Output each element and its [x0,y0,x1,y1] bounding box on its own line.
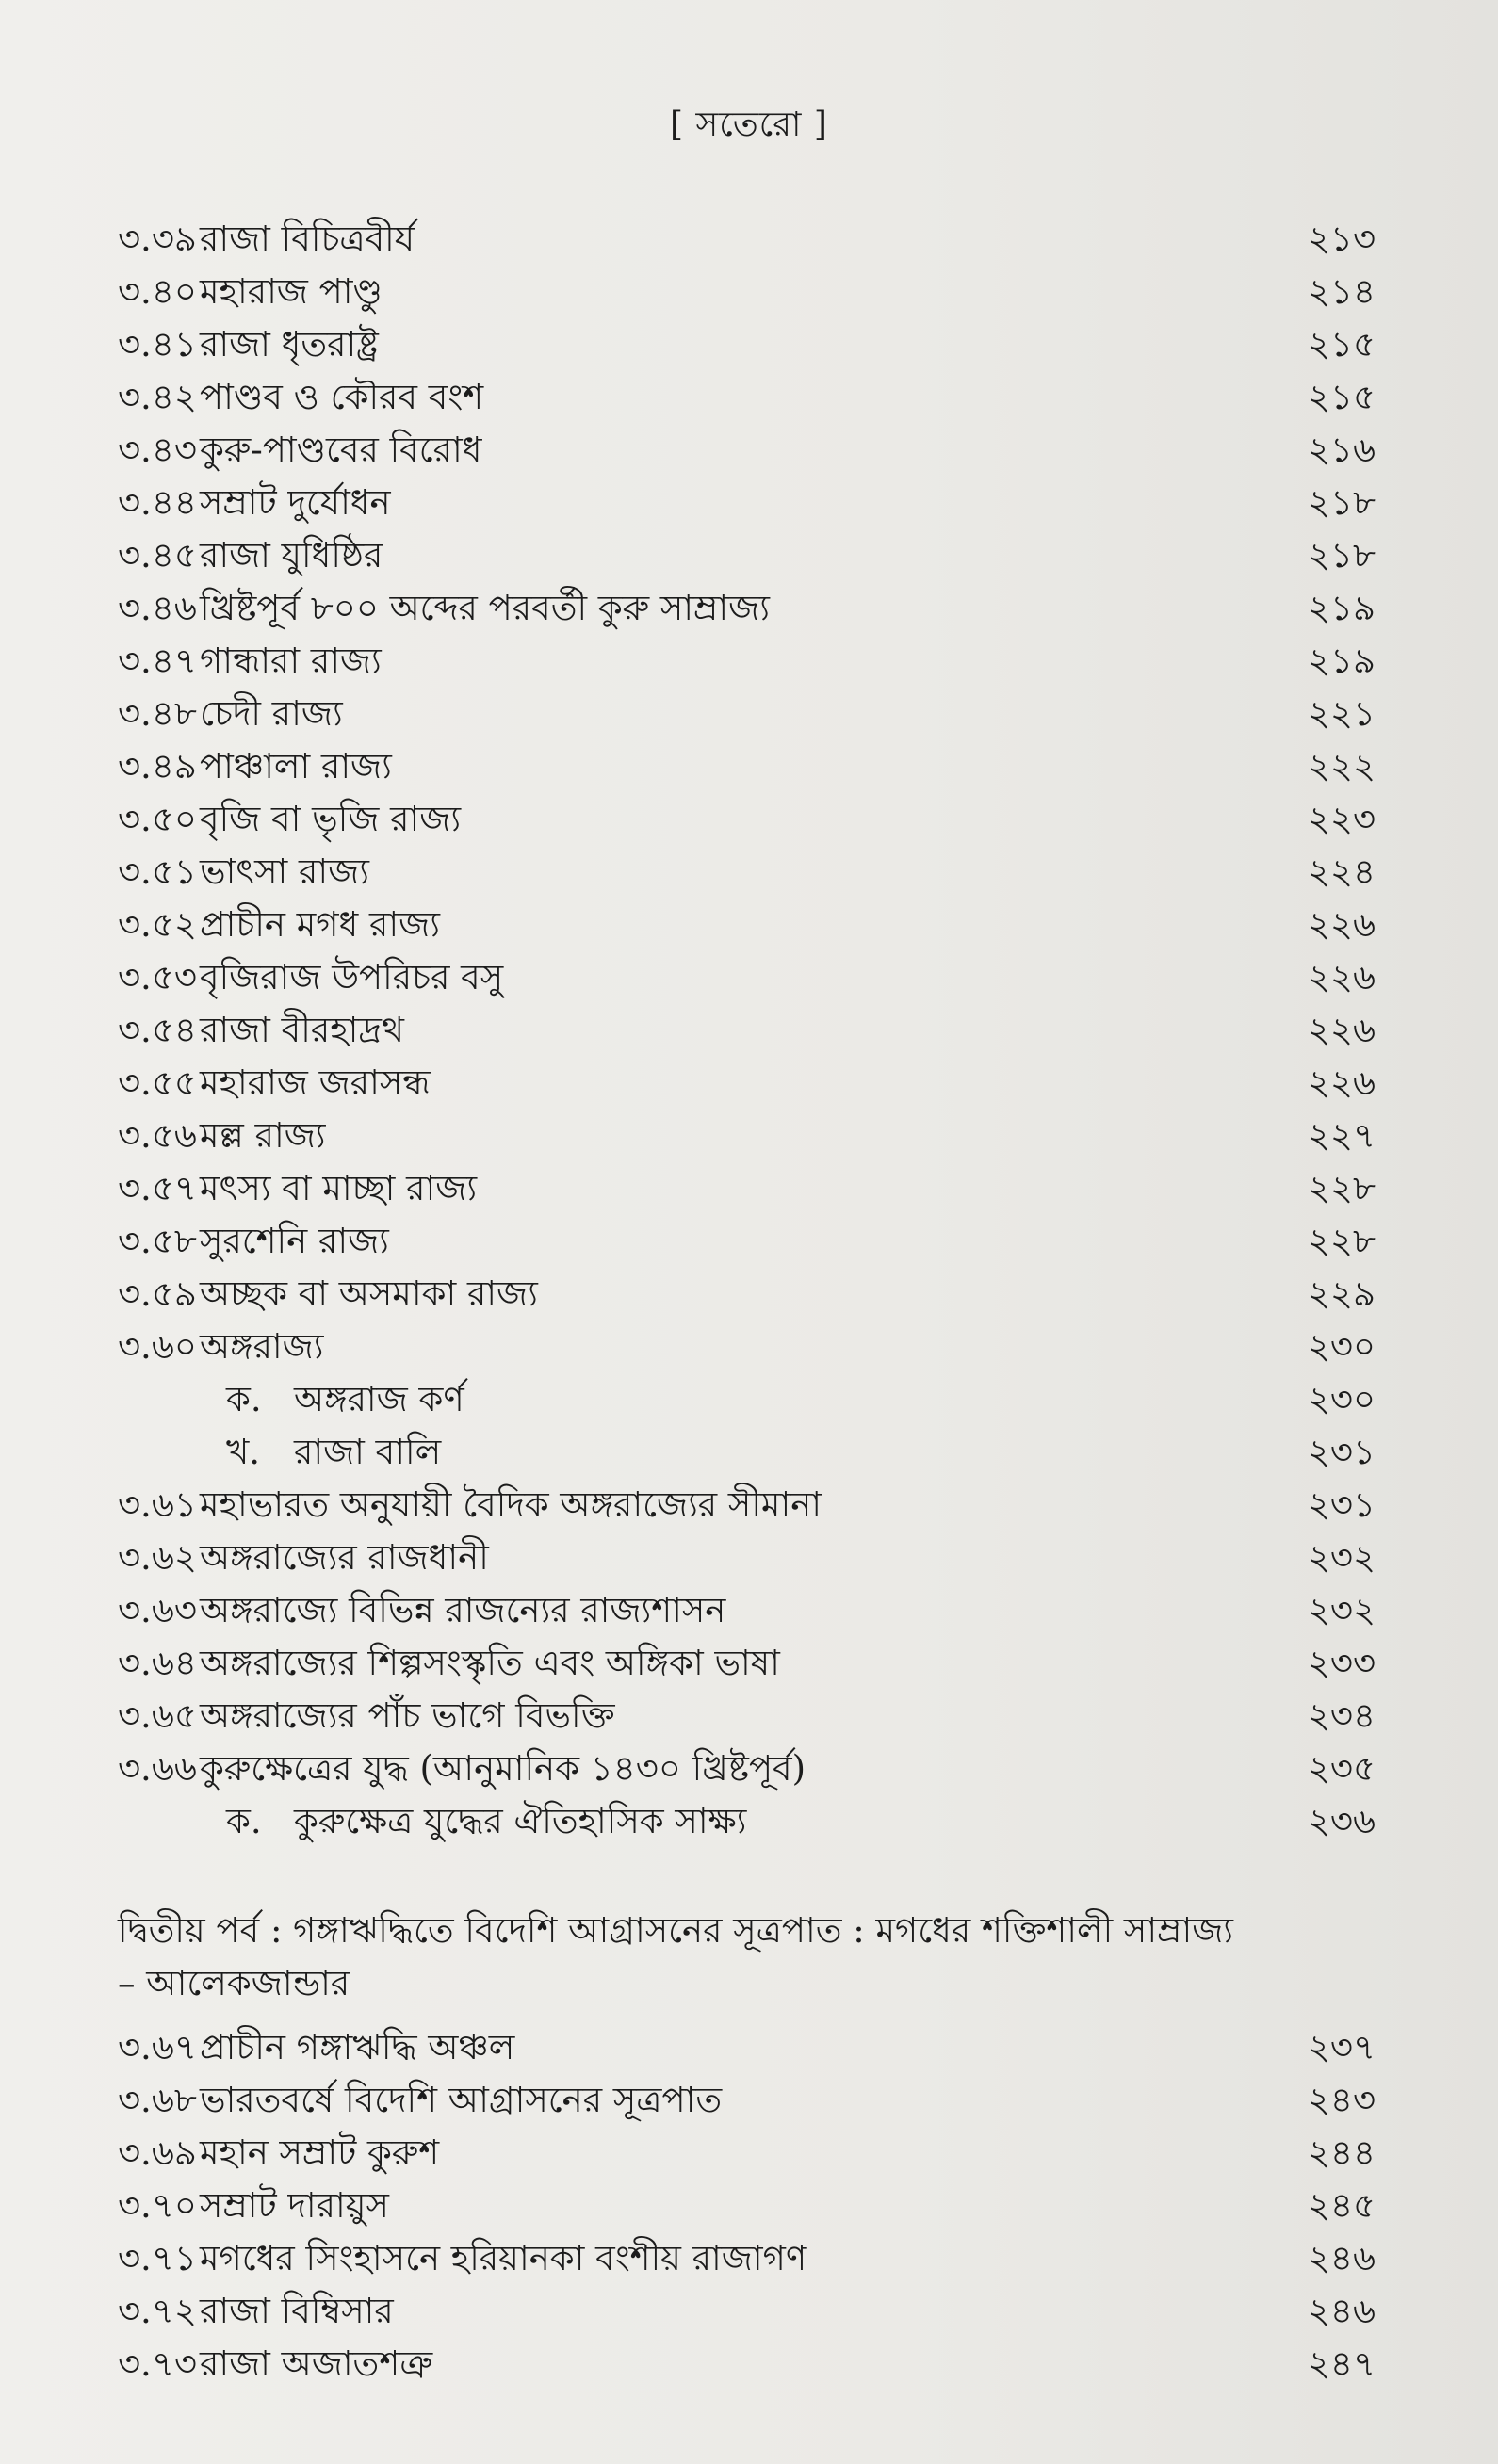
entry-number: ৩.৫৩ [118,957,197,997]
toc-entry [0,424,1498,477]
toc-entry [0,266,1498,318]
entry-title: সুরশেনি রাজ্য [200,1221,389,1261]
entry-page: ২১৬ [1307,430,1376,470]
toc-entry [0,951,1498,1004]
entry-page: ২২৯ [1307,1273,1376,1314]
entry-page: ২২৬ [1307,1062,1376,1103]
entry-page: ২৩২ [1307,1537,1376,1578]
entry-title: মহারাজ জরাসন্ধ [200,1062,431,1103]
entry-title: মগধের সিংহাসনে হরিয়ানকা বংশীয় রাজাগণ [200,2238,807,2278]
entry-page: ২৩৬ [1307,1801,1376,1841]
entry-page: ২৩৩ [1307,1643,1376,1683]
entry-page: ২৪৬ [1307,2238,1376,2278]
entry-title: রাজা বিচিত্রবীর্য [200,219,415,259]
entry-title: খ্রিষ্টপূর্ব ৮০০ অব্দের পরবর্তী কুরু সাম্রাজ্য [200,588,770,628]
toc-entry [0,740,1498,793]
entry-page: ২১৮ [1307,482,1376,523]
toc-entry [0,2127,1498,2180]
entry-title: রাজা বিম্বিসার [200,2291,394,2331]
entry-number: ৩.৪৭ [118,640,197,681]
toc-entry [0,371,1498,424]
entry-number: ৩.৭২ [118,2291,197,2331]
entry-number: ৩.৬৭ [118,2027,197,2067]
toc-entry [0,1110,1498,1162]
toc-entry [0,1479,1498,1532]
entry-number: ৩.৪৪ [118,482,197,523]
entry-title: কুরুক্ষেত্রের যুদ্ধ (আনুমানিক ১৪৩০ খ্রিষ্টপূর্ব) [200,1748,806,1789]
entry-title: ভাৎসা রাজ্য [200,851,369,892]
entry-title: চেদী রাজ্য [200,693,343,734]
entry-number: ৩.৫১ [118,851,197,892]
entry-title: অঙ্গরাজ্যের রাজধানী [200,1537,489,1578]
entry-page: ২৩০ [1307,1379,1376,1419]
entry-title: রাজা অজাতশত্রু [200,2343,433,2384]
toc-entry [0,1321,1498,1373]
entry-number: ৩.৪০ [118,271,197,312]
entry-page: ২২৪ [1307,851,1376,892]
entry-number: ৩.৪৬ [118,588,197,628]
entry-number: ৩.৬৪ [118,1643,197,1683]
entry-page: ২৩১ [1307,1484,1376,1525]
entry-title: সম্রাট দুর্যোধন [200,482,391,523]
sub-entry-title: অঙ্গরাজ কর্ণ [294,1379,464,1419]
toc-entry [0,213,1498,266]
entry-title: পাণ্ডব ও কৌরব বংশ [200,377,484,417]
entry-page: ২১৪ [1307,271,1376,312]
entry-title: অঙ্গরাজ্যে বিভিন্ন রাজন্যের রাজ্যশাসন [200,1590,726,1630]
entry-number: ৩.৫২ [118,904,197,945]
entry-number: ৩.৪১ [118,324,197,365]
toc-entry [0,529,1498,582]
entry-number: ৩.৫০ [118,799,197,839]
entry-page: ২৪৩ [1307,2080,1376,2120]
entry-title: অঙ্গরাজ্য [200,1326,324,1367]
toc-entry [0,688,1498,740]
toc-entry [0,1004,1498,1057]
page-header: [ সতেরো ] [670,105,828,144]
entry-number: ৩.৫৪ [118,1010,197,1050]
entry-page: ২১৮ [1307,535,1376,575]
toc-entry [0,2285,1498,2338]
toc-entry [0,1162,1498,1215]
entry-page: ২৩১ [1307,1432,1376,1472]
entry-number: ৩.৫৯ [118,1273,197,1314]
entry-page: ২২৬ [1307,904,1376,945]
entry-number: ৩.৭৩ [118,2343,197,2384]
toc-sub-entry [0,1373,1498,1426]
entry-page: ২৩৫ [1307,1748,1376,1789]
entry-page: ২২৬ [1307,957,1376,997]
entry-title: প্রাচীন মগধ রাজ্য [200,904,440,945]
entry-title: প্রাচীন গঙ্গাঋদ্ধি অঞ্চল [200,2027,515,2067]
toc-entry [0,635,1498,688]
sub-entry-mark: খ. [226,1432,261,1472]
entry-title: অঙ্গরাজ্যের পাঁচ ভাগে বিভক্তি [200,1695,615,1736]
toc-sub-entry [0,1426,1498,1479]
entry-number: ৩.৬৬ [118,1748,197,1789]
entry-title: কুরু-পাণ্ডবের বিরোধ [200,430,482,470]
entry-page: ২১৫ [1307,324,1376,365]
entry-number: ৩.৩৯ [118,219,197,259]
entry-page: ২৪৬ [1307,2291,1376,2331]
entry-page: ২১৩ [1307,219,1376,259]
toc-entry [0,477,1498,529]
entry-title: মহাভারত অনুযায়ী বৈদিক অঙ্গরাজ্যের সীমানা [200,1484,822,1525]
entry-title: মৎস্য বা মাচ্ছা রাজ্য [200,1168,478,1208]
entry-page: ২২৮ [1307,1221,1376,1261]
entry-page: ২৩২ [1307,1590,1376,1630]
toc-entry [0,1690,1498,1743]
entry-number: ৩.৬৫ [118,1695,197,1736]
toc-entry [0,1532,1498,1584]
entry-page: ২৩৭ [1307,2027,1376,2067]
entry-title: অচ্ছক বা অসমাকা রাজ্য [200,1273,538,1314]
section-heading-line1: দ্বিতীয় পর্ব : গঙ্গাঋদ্ধিতে বিদেশি আগ্রাসনের সূত্রপাত : মগধের শক্তিশালী সাম্রাজ্য [118,1910,1234,1951]
entry-number: ৩.৪২ [118,377,197,417]
entry-number: ৩.৭১ [118,2238,197,2278]
toc-entry [0,1584,1498,1637]
entry-number: ৩.৬১ [118,1484,197,1525]
sub-entry-mark: ক. [226,1379,262,1419]
entry-title: অঙ্গরাজ্যের শিল্পসংস্কৃতি এবং অঙ্গিকা ভাষা [200,1643,780,1683]
entry-number: ৩.৫৫ [118,1062,197,1103]
toc-entry [0,1057,1498,1110]
entry-number: ৩.৪৯ [118,746,197,786]
sub-entry-title: কুরুক্ষেত্র যুদ্ধের ঐতিহাসিক সাক্ষ্য [294,1801,747,1841]
entry-page: ২৪৫ [1307,2185,1376,2226]
toc-entry [0,846,1498,899]
toc-entry [0,2338,1498,2391]
entry-title: মল্ল রাজ্য [200,1115,326,1156]
entry-number: ৩.৬২ [118,1537,197,1578]
toc-entry [0,2232,1498,2285]
entry-page: ২১৫ [1307,377,1376,417]
sub-entry-mark: ক. [226,1801,262,1841]
toc-entry [0,1743,1498,1795]
entry-title: রাজা বীরহাদ্রথ [200,1010,404,1050]
entry-title: রাজা ধৃতরাষ্ট্র [200,324,379,365]
entry-page: ২২৬ [1307,1010,1376,1050]
entry-number: ৩.৪৩ [118,430,197,470]
toc-entry [0,2021,1498,2074]
toc-entry [0,899,1498,951]
entry-page: ২২৭ [1307,1115,1376,1156]
entry-page: ২৩০ [1307,1326,1376,1367]
toc-sub-entry [0,1795,1498,1848]
entry-page: ২২৮ [1307,1168,1376,1208]
entry-page: ২৪৭ [1307,2343,1376,2384]
toc-entry [0,1215,1498,1268]
entry-title: বৃজিরাজ উপরিচর বসু [200,957,504,997]
entry-number: ৩.৫৭ [118,1168,197,1208]
entry-page: ২৪৪ [1307,2132,1376,2173]
entry-number: ৩.৬৯ [118,2132,197,2173]
section-heading-line2: – আলেকজান্ডার [118,1963,350,2003]
toc-entry [0,1268,1498,1321]
entry-title: ভারতবর্ষে বিদেশি আগ্রাসনের সূত্রপাত [200,2080,723,2120]
entry-title: রাজা যুধিষ্ঠির [200,535,383,575]
entry-page: ২২২ [1307,746,1376,786]
entry-number: ৩.৬০ [118,1326,197,1367]
entry-title: মহান সম্রাট কুরুশ [200,2132,440,2173]
toc-entry [0,318,1498,371]
entry-page: ২৩৪ [1307,1695,1376,1736]
entry-page: ২১৯ [1307,588,1376,628]
entry-number: ৩.৬৩ [118,1590,197,1630]
entry-number: ৩.৫৮ [118,1221,197,1261]
entry-title: বৃজি বা ভৃজি রাজ্য [200,799,462,839]
entry-number: ৩.৭০ [118,2185,197,2226]
entry-page: ২২১ [1307,693,1376,734]
toc-entry [0,1637,1498,1690]
toc-entry [0,793,1498,846]
entry-title: গান্ধারা রাজ্য [200,640,382,681]
entry-number: ৩.৫৬ [118,1115,197,1156]
entry-page: ২১৯ [1307,640,1376,681]
entry-title: মহারাজ পাণ্ডু [200,271,383,312]
entry-number: ৩.৬৮ [118,2080,197,2120]
entry-title: সম্রাট দারায়ুস [200,2185,389,2226]
toc-entry [0,2180,1498,2232]
toc-entry [0,582,1498,635]
entry-title: পাঞ্চালা রাজ্য [200,746,392,786]
entry-number: ৩.৪৮ [118,693,197,734]
entry-number: ৩.৪৫ [118,535,197,575]
toc-entry [0,2074,1498,2127]
sub-entry-title: রাজা বালি [294,1432,442,1472]
entry-page: ২২৩ [1307,799,1376,839]
